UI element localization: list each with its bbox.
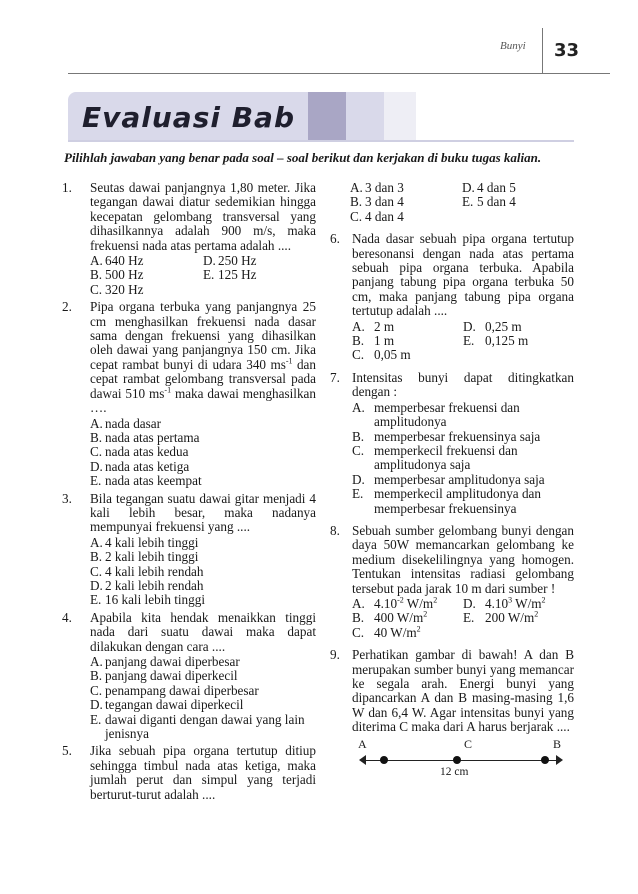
option: D. 4 dan 5 [462,180,516,195]
point-c-dot [453,756,461,764]
question-text: Seutas dawai panjangnya 1,80 meter. Jika tegangan dawai diatur sedemikian hingga kecepatan gelombang transversal yang dihasilkannya adalah 900 m/s, maka frekuensi nada atas pertama adalah .... [90,180,316,253]
arrow-left-icon [359,755,366,765]
options [90,536,316,608]
page-number: 33 [554,40,580,61]
option: C. 4 dan 4 [350,208,404,224]
title-underline [68,140,574,142]
question-text: Jika sebuah pipa organa tertutup ditiup sehingga timbul nada atas ketiga, maka jumlah perut dan simpul yang terjadi berturut-turut adalah .... [90,743,316,802]
question-text: Bila tegangan suatu dawai gitar menjadi 4 kali lebih besar, maka nadanya mempunyai frekuensi yang .... [90,490,316,535]
option: C. 0,05 m [352,347,411,363]
arrow-right-icon [556,755,563,765]
option: A. 2 m [352,318,395,334]
option: D. 250 Hz [203,253,257,269]
option: B. 500 Hz [90,267,144,283]
options [90,655,316,741]
title-band-accent [384,92,416,140]
question-8 [330,524,574,640]
option: B. 2 kali lebih tinggi [90,549,199,565]
question-5 [62,744,316,802]
question-number: 2. [62,299,72,315]
option: B. 400 $W/m^2$ [352,609,428,626]
option: D. memperbesar amplitudonya saja [352,471,545,487]
option: E. 16 kali lebih tinggi [90,592,205,608]
option: A. memperbesar frekuensi dan amplitudonya [352,399,520,430]
option: E. dawai diganti dengan dawai yang lain jenisnya [90,711,305,742]
question-1 [62,181,316,297]
point-label-b: B [553,736,562,751]
question-number: 3. [62,490,72,506]
options [90,417,316,489]
option: B. panjang dawai diperkecil [90,668,238,684]
option: D. 2 kali lebih rendah [90,577,204,593]
option: D. 4.10$^3$ $W/m^2$ [463,595,546,611]
options [90,254,316,297]
question-3 [62,492,316,608]
option: B. memperbesar frekuensinya saja [352,428,541,444]
option: D. 0,25 m [463,318,522,334]
question-7 [330,371,574,516]
point-b-dot [541,756,549,764]
question-number: 1. [62,180,72,195]
option: B. 3 dan 4 [350,194,404,210]
option: A. nada dasar [90,415,162,431]
question-text: Perhatikan gambar di bawah! A dan B merupakan sumber bunyi yang memancar ke segala arah. Energi bunyi yang dipancarkan A dan B masing-masing 1,6 W dan 6,4 W. Agar intensitas bunyi yang diterima C maka dari A harus berjarak .... [352,647,574,735]
distance-diagram [356,736,566,781]
option: E. 5 dan 4 [462,194,516,210]
option: A. $4.10^{-2}$ $W/m^2$ [352,595,438,611]
options [352,320,574,363]
question-text: Nada dasar sebuah pipa organa tertutup beresonansi dengan nada atas pertama sebuah pipa organa terbuka. Apabila panjang tabung pipa organa terbuka 50 cm, maka panjang tabung pipa organa tertutup adalah .... [352,231,574,319]
option: A. panjang dawai diperbesar [90,654,240,669]
question-4 [62,611,316,742]
question-9 [330,648,574,780]
question-5-options [330,181,574,224]
option: C. memperkecil frekuensi dan amplitudonya saja [352,442,518,473]
option: B. nada atas pertama [90,429,200,445]
instruction-text: Pilihlah jawaban yang benar pada soal – soal berikut dan kerjakan di buku tugas kalian. [64,150,542,165]
question-number: 6. [330,231,340,247]
option: A. 4 kali lebih tinggi [90,534,199,550]
options [352,597,574,640]
option: D. tegangan dawai diperkecil [90,697,244,713]
option: A. 640 Hz [90,253,144,269]
left-column [62,181,316,805]
question-6 [330,232,574,363]
title-band-accent [346,92,384,140]
option: E. 200 $W/m^2$ [463,609,539,626]
question-2 [62,300,316,488]
header-chapter-name: Bunyi [500,40,526,52]
option: C. 40 $W/m^2$ [352,624,421,640]
distance-label: 12 cm [440,765,469,778]
option: E. nada atas keempat [90,473,202,489]
header-rule [68,73,610,74]
question-text: Sebuah sumber gelombang bunyi dengan daya 50W memancarkan gelombang ke medium disekelilingnya yang homogen. Tentukan intensitas radiasi gelombang tersebut pada jarak 10 m dari sumber ! [352,522,574,596]
option: C. 320 Hz [90,281,144,297]
header-separator [542,28,543,74]
question-text: Intensitas bunyi dapat ditingkatkan dengan : [352,369,574,400]
point-label-a: A [358,736,367,751]
option: E. 0,125 m [463,333,529,349]
title-band-accent [308,92,346,140]
question-text: Apabila kita hendak menaikkan tinggi nada dari suatu dawai maka dapat dilakukan dengan cara .... [90,609,316,654]
option: C. 4 kali lebih rendah [90,563,204,579]
option: E. 125 Hz [203,267,257,283]
distance-line [364,760,558,761]
question-number: 9. [330,647,340,663]
options [352,401,574,516]
question-number: 4. [62,609,72,625]
question-number: 7. [330,369,340,385]
option: A. 3 dan 3 [350,180,404,195]
question-number: 8. [330,522,340,538]
point-label-c: C [464,736,473,751]
right-column [330,181,574,789]
question-text: Pipa organa terbuka yang panjangnya 25 cm menghasilkan frekuensi nada dasar sama dengan frekuensi yang dihasilkan oleh dawai yang panjangnya 150 cm. Jika cepat rambat bunyi di udara 340 $ms^{-1}$ dan cepat rambat gelombang transversal pada dawai 510 $ms^{-1}$ maka dawai menghasilkan …. [90,299,316,416]
option: C. nada atas kedua [90,444,189,460]
question-number: 5. [62,743,72,759]
option: E. memperkecil amplitudonya dan memperbesar frekuensinya [352,486,541,516]
section-title: Evaluasi Bab [82,101,295,134]
point-a-dot [380,756,388,764]
option: B. 1 m [352,333,395,349]
option: C. penampang dawai diperbesar [90,682,259,698]
option: D. nada atas ketiga [90,458,190,474]
